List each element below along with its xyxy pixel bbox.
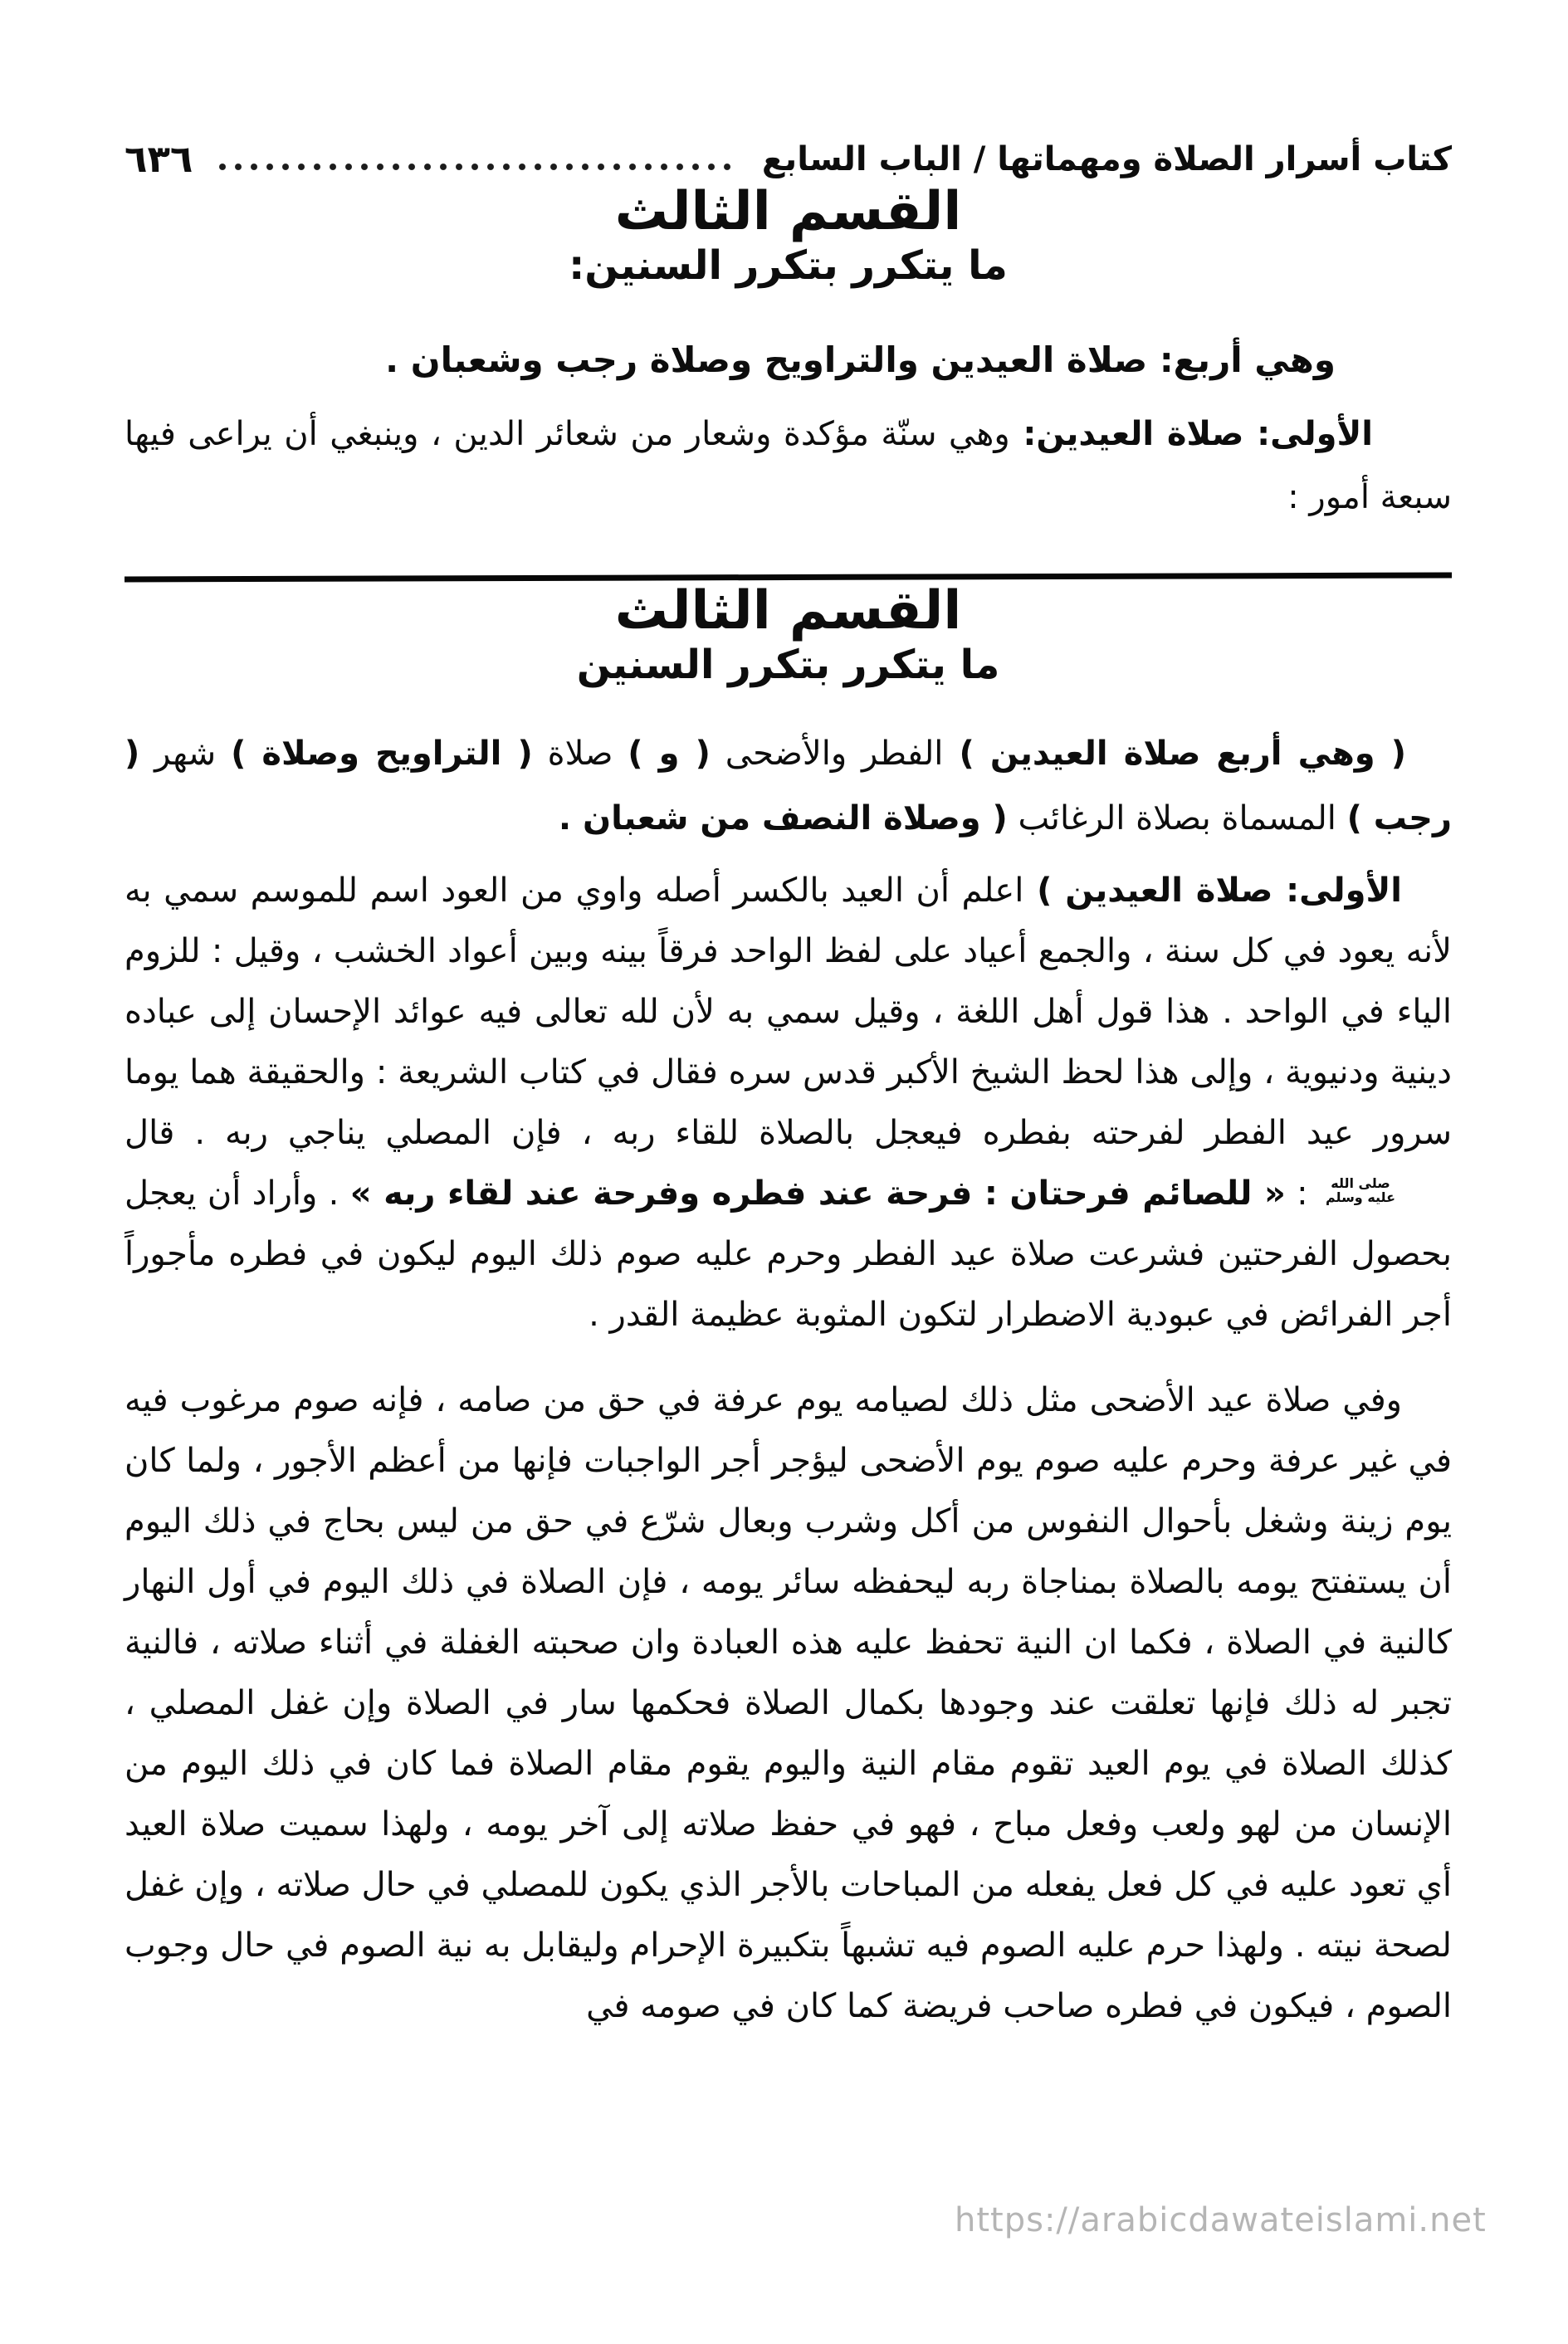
four-prayers-detail-paragraph xyxy=(125,721,1452,851)
text-run: صلاة xyxy=(532,735,628,773)
text-run: : xyxy=(1285,1174,1319,1213)
section-heading-top: القسم الثالث xyxy=(614,181,962,242)
dotted-leader xyxy=(217,162,736,172)
bold-text-run: ( وصلاة النصف من شعبان . xyxy=(558,799,1008,837)
bold-text-run: وهي أربع: صلاة العيدين والتراويح وصلاة رجب وشعبان . xyxy=(385,339,1336,380)
eid-prayer-explanation-paragraph xyxy=(125,861,1452,1345)
text-run: المسماة بصلاة الرغائب xyxy=(1007,799,1347,837)
running-header-title: كتاب أسرار الصلاة ومهماتها / الباب السابع xyxy=(761,139,1452,178)
bold-text-run: ( التراويح وصلاة ) xyxy=(231,735,533,773)
section-subheading-top: ما يتكرر بتكرر السنين: xyxy=(569,242,1008,289)
bold-text-run: ( وهي أربع صلاة العيدين ) xyxy=(943,735,1407,773)
bold-text-run: الأولى: صلاة العيدين ) xyxy=(1023,872,1402,910)
text-run: وهي سنّة مؤكدة وشعار من شعائر الدين ، وينبغي أن يراعى فيها سبعة أمور : xyxy=(125,415,1452,516)
bold-text-run: ( و ) xyxy=(628,735,711,773)
watermark-url: https://arabicdawateislami.net xyxy=(955,2201,1487,2239)
section-heading-main: القسم الثالث xyxy=(614,580,962,642)
adha-prayer-explanation-paragraph xyxy=(125,1370,1452,2037)
running-header xyxy=(125,137,1452,181)
text-run: الفطر والأضحى xyxy=(710,735,944,773)
text-run: اعلم أن العيد بالكسر أصله واوي من العود اسم للموسم سمي به لأنه يعود في كل سنة ، والجمع أعياد على لفظ الواحد فرقاً بينه وبين أعواد الخشب ، وقيل : للزوم الياء في الواحد . هذا قول أهل اللغة ، وقيل سمي به لأن لله تعالى فيه عوائد الإحسان إلى عباده دينية ودنيوية ، وإلى هذا لحظ الشيخ الأكبر قدس سره فقال في كتاب الشريعة : والحقيقة هما يوما سرور عيد الفطر لفرحته بفطره فيعجل بالصلاة للقاء ربه ، فإن المصلي يناجي ربه . قال xyxy=(125,872,1452,1152)
bold-text-run: الأولى: صلاة العيدين: xyxy=(1009,415,1373,453)
bold-text-run: « للصائم فرحتان : فرحة عند فطره وفرحة عند لقاء ربه » xyxy=(349,1174,1286,1213)
four-prayers-line xyxy=(125,335,1452,386)
bold-text-run: ( رجب ) xyxy=(125,735,1452,837)
text-run: وفي صلاة عيد الأضحى مثل ذلك لصيامه يوم عرفة في حق من صامه ، فإنه صوم مرغوب فيه في غير عرفة وحرم عليه صوم يوم الأضحى ليؤجر أجر الواجبات فإنها من أعظم الأجور ، ولما كان يوم زينة وشغل بأحوال النفوس من أكل وشرب وبعال شرّع في حق من ليس بحاج في ذلك اليوم أن يستفتح يومه بالصلاة بمناجاة ربه ليحفظه سائر يومه ، فإن الصلاة في ذلك اليوم في أول النهار كالنية في الصلاة ، فكما ان النية تحفظ عليه هذه العبادة وان صحبته الغفلة في أثناء صلاته ، فالنية تجبر له ذلك فإنها تعلقت عند وجودها بكمال الصلاة فحكمها سار في الصلاة وإن غفل المصلي ، كذلك الصلاة في يوم العيد تقوم مقام النية واليوم يقوم مقام الصلاة فما كان في ذلك اليوم من الإنسان من لهو ولعب وفعل مباح ، فهو في حفظ صلاته إلى آخر يومه ، ولهذا سميت صلاة العيد أي تعود عليه في كل فعل يفعله من المباحات بالأجر الذي يكون للمصلي في حال صلاته ، وإن غفل لصحة نيته . ولهذا حرم عليه الصوم فيه تشبهاً بتكبيرة الإحرام وليقابل به نية الصوم في حال وجوب الصوم ، فيكون في فطره صاحب فريضة كما كان في صومه في xyxy=(125,1381,1452,2025)
salla-allahu-alayhi-wasallam-mark: صلى الله عليه وسلم xyxy=(1325,1175,1396,1205)
section-subheading-main: ما يتكرر بتكرر السنين xyxy=(576,642,1000,688)
text-run: . وأراد أن يعجل بحصول الفرحتين فشرعت صلاة عيد الفطر وحرم عليه صوم ذلك اليوم ليكون في فطره مأجوراً أجر الفرائض في عبودية الاضطرار لتكون المثوبة عظيمة القدر . xyxy=(125,1174,1452,1334)
eid-sunna-intro-paragraph xyxy=(125,403,1452,529)
text-run: شهر xyxy=(139,735,232,773)
page-number: ٦٣٦ xyxy=(125,137,193,181)
